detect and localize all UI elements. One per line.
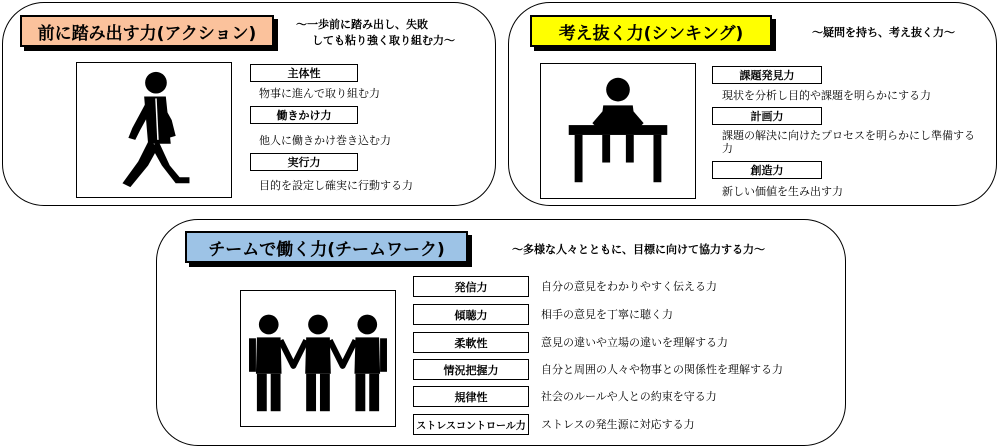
skill-label-thinking-2: 計画力: [712, 107, 822, 125]
skill-desc-team-1: 自分の意見をわかりやすく伝える力: [541, 280, 717, 293]
skill-desc-team-2: 相手の意見を丁寧に聴く力: [541, 308, 673, 321]
skill-label-action-2: 働きかけ力: [250, 106, 358, 124]
team-title: チームで働く力(チームワーク): [185, 231, 468, 263]
skill-desc-thinking-2: 課題の解決に向けたプロセスを明らかにし準備する力: [722, 129, 975, 155]
skill-label-action-1: 主体性: [250, 64, 358, 82]
skill-label-team-5: 規律性: [413, 386, 529, 407]
three-people-holding-hands-icon: [241, 291, 395, 426]
skill-desc-action-3: 目的を設定し確実に行動する力: [259, 179, 413, 192]
skill-label-team-2: 傾聴力: [413, 304, 529, 325]
skill-label-team-6: ストレスコントロール力: [413, 414, 529, 435]
skill-desc-thinking-3: 新しい価値を生み出す力: [722, 185, 843, 198]
skill-label-thinking-3: 創造力: [712, 161, 822, 179]
action-subtitle-line1: ～一歩前に踏み出し、失敗: [296, 18, 428, 31]
walking-person-icon: [77, 63, 231, 197]
thinking-title: 考え抜く力(シンキング): [530, 15, 772, 47]
three-people-image: [240, 290, 396, 427]
skill-desc-team-5: 社会のルールや人との約束を守る力: [541, 390, 717, 403]
walking-person-image: [76, 62, 232, 198]
skill-label-team-4: 情況把握力: [413, 359, 529, 380]
skill-label-team-3: 柔軟性: [413, 332, 529, 353]
skill-label-action-3: 実行力: [250, 153, 358, 171]
skill-label-team-1: 発信力: [413, 276, 529, 297]
skill-desc-thinking-1: 現状を分析し目的や課題を明らかにする力: [722, 89, 931, 102]
person-at-desk-image: [540, 63, 696, 199]
person-at-desk-icon: [541, 64, 695, 198]
thinking-subtitle: ～疑問を持ち、考え抜く力～: [812, 26, 955, 39]
skill-desc-action-2: 他人に働きかけ巻き込む力: [259, 134, 391, 147]
team-subtitle: ～多様な人々とともに、目標に向けて協力する力～: [512, 243, 765, 256]
skill-desc-action-1: 物事に進んで取り組む力: [259, 87, 380, 100]
action-subtitle-line2: しても粘り強く取り組む力～: [312, 34, 455, 47]
skill-desc-team-6: ストレスの発生源に対応する力: [541, 418, 695, 431]
skill-label-thinking-1: 課題発見力: [712, 66, 822, 84]
action-title: 前に踏み出す力(アクション): [20, 15, 274, 47]
skill-desc-team-3: 意見の違いや立場の違いを理解する力: [541, 336, 728, 349]
skill-desc-team-4: 自分と周囲の人々や物事との関係性を理解する力: [541, 363, 783, 376]
